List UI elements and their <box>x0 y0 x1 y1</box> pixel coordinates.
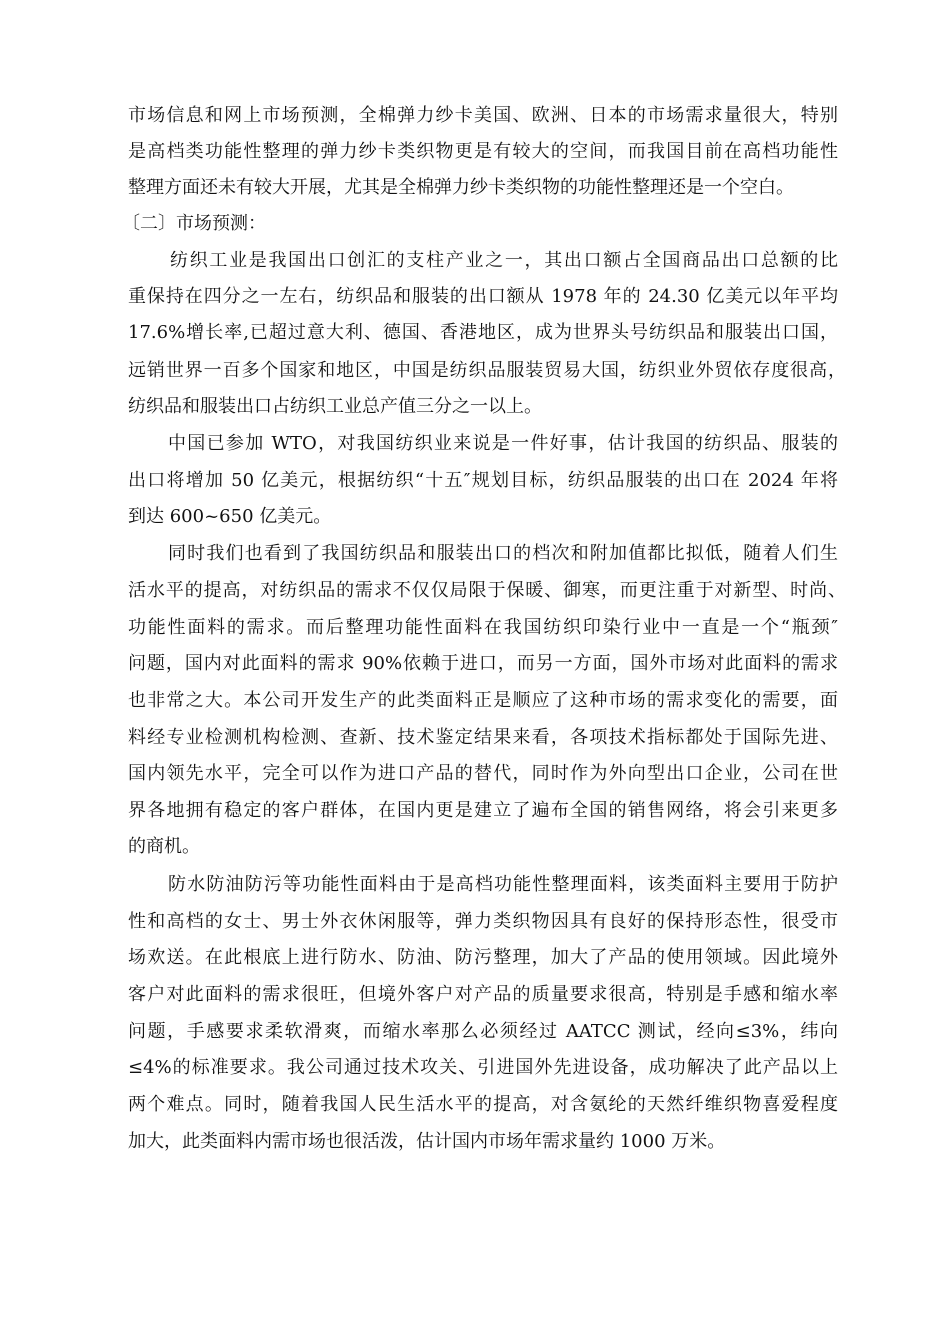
para3-line-6: 料经专业检测机构检测、查新、技术鉴定结果来看，各项技术指标都处于国际先进、 <box>128 727 838 748</box>
para4-line-7: 两个难点。同时，随着我国人民生活水平的提高，对含氨纶的天然纤维织物喜爱程度 <box>128 1094 838 1115</box>
para4-line-1: 防水防油防污等功能性面料由于是高档功能性整理面料，该类面料主要用于防护 <box>168 874 838 895</box>
para1-line-3: 17.6%增长率,已超过意大利、德国、香港地区，成为世界头号纺织品和服装出口国， <box>128 322 838 343</box>
para1-line-2: 重保持在四分之一左右，纺织品和服装的出口额从 1978 年的 24.30 亿美元以年平均 <box>128 286 838 307</box>
para4-line-4: 客户对此面料的需求很旺，但境外客户对产品的质量要求很高，特别是手感和缩水率 <box>128 984 838 1005</box>
intro-line-3: 整理方面还未有较大开展，尤其是全棉弹力纱卡类织物的功能性整理还是一个空白。 <box>128 177 794 198</box>
para1-line-1: 纺织工业是我国出口创汇的支柱产业之一，其出口额占全国商品出口总额的比 <box>170 250 838 271</box>
intro-line-1: 市场信息和网上市场预测，全棉弹力纱卡美国、欧洲、日本的市场需求量很大，特别 <box>128 105 838 126</box>
para3-line-7: 国内领先水平，完全可以作为进口产品的替代，同时作为外向型出口企业，公司在世 <box>128 763 838 784</box>
intro-line-2: 是高档类功能性整理的弹力纱卡类织物更是有较大的空间，而我国目前在高档功能性 <box>128 141 838 162</box>
para4-line-2: 性和高档的女士、男士外衣休闲服等，弹力类织物因具有良好的保持形态性，很受市 <box>128 911 838 932</box>
para3-line-3: 功能性面料的需求。而后整理功能性面料在我国纺织印染行业中一直是一个“瓶颈″ <box>128 617 838 638</box>
para3-line-1: 同时我们也看到了我国纺织品和服装出口的档次和附加值都比拟低，随着人们生 <box>168 543 838 564</box>
para1-line-5: 纺织品和服装出口占纺织工业总产值三分之一以上。 <box>128 396 542 417</box>
para2-line-3: 到达 600~650 亿美元。 <box>128 506 332 527</box>
para1-line-4: 远销世界一百多个国家和地区，中国是纺织品服装贸易大国，纺织业外贸依存度很高， <box>128 360 846 381</box>
para3-line-9: 的商机。 <box>128 836 200 857</box>
para2-line-2: 出口将增加 50 亿美元，根据纺织“十五″规划目标，纺织品服装的出口在 2024 年将 <box>128 470 838 491</box>
para3-line-4: 问题，国内对此面料的需求 90%依赖于进口，而另一方面，国外市场对此面料的需求 <box>128 653 838 674</box>
para4-line-8: 加大，此类面料内需市场也很活泼，估计国内市场年需求量约 1000 万米。 <box>128 1131 726 1152</box>
para2-line-1: 中国已参加 WTO，对我国纺织业来说是一件好事，估计我国的纺织品、服装的 <box>168 433 838 454</box>
para4-line-5: 问题，手感要求柔软滑爽，而缩水率那么必须经过 AATCC 测试，经向≤3%，纬向 <box>128 1021 838 1042</box>
para4-line-6: ≤4%的标准要求。我公司通过技术攻关、引进国外先进设备，成功解决了此产品以上 <box>128 1057 838 1078</box>
para3-line-5: 也非常之大。本公司开发生产的此类面料正是顺应了这种市场的需求变化的需要，面 <box>128 690 838 711</box>
para3-line-8: 界各地拥有稳定的客户群体，在国内更是建立了遍布全国的销售网络，将会引来更多 <box>128 800 838 821</box>
section-heading: 〔二〕市场预测： <box>122 213 266 234</box>
para4-line-3: 场欢送。在此根底上进行防水、防油、防污整理，加大了产品的使用领域。因此境外 <box>128 947 838 968</box>
para3-line-2: 活水平的提高，对纺织品的需求不仅仅局限于保暖、御寒，而更注重于对新型、时尚、 <box>128 580 846 601</box>
